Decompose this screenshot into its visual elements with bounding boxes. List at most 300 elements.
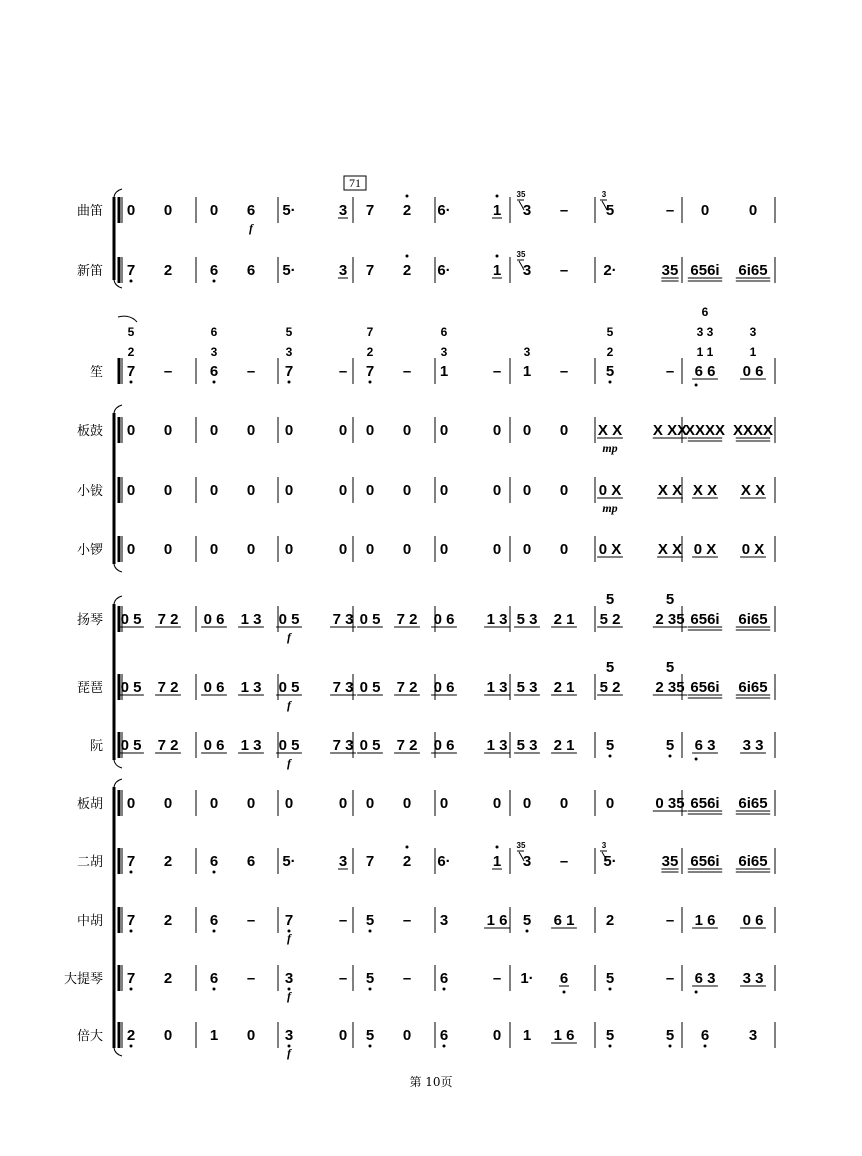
note: 3 [284, 970, 294, 987]
bracket-hook-top [114, 596, 122, 604]
note: – [402, 912, 412, 929]
note: 7 2 [396, 737, 418, 754]
note: 0 [163, 541, 173, 558]
octave-down-dot [695, 758, 698, 761]
octave-down-dot [369, 1045, 372, 1048]
instrument-label: 板鼓 [76, 424, 103, 439]
bracket-hook-bottom [114, 760, 122, 768]
octave-down-dot [130, 280, 133, 283]
staff-row [77, 790, 775, 816]
note: 5 [605, 1027, 615, 1044]
bracket-hook-bottom [114, 1048, 122, 1056]
note: 0 [246, 1027, 256, 1044]
note: 0 [163, 422, 173, 439]
note: – [559, 262, 569, 279]
instrument-label: 板胡 [76, 797, 103, 812]
octave-down-dot [443, 988, 446, 991]
note: 0 [605, 795, 615, 812]
instrument-label: 扬琴 [76, 613, 103, 628]
octave-down-dot [609, 988, 612, 991]
note: 2 1 [553, 737, 575, 754]
instrument-label: 新笛 [76, 264, 103, 279]
octave-down-dot [130, 930, 133, 933]
note: 0 [284, 541, 294, 558]
note: 0 5 [120, 611, 142, 628]
note: X X [657, 482, 683, 499]
grace-notes: 3 [601, 841, 607, 850]
note: – [665, 912, 675, 929]
note: 0 [439, 482, 449, 499]
staff-row [90, 732, 775, 770]
note: 5 [665, 1027, 675, 1044]
note: 2 [402, 853, 412, 870]
note: 0 [163, 795, 173, 812]
note: 0 [492, 482, 502, 499]
grace-notes: 35 [516, 190, 526, 199]
note: X X [657, 541, 683, 558]
chord-note: 1 [749, 345, 757, 359]
chord-note: 5 [665, 659, 675, 676]
note: 5 [665, 737, 675, 754]
note: 6· [437, 853, 451, 870]
dynamic-mark: f [287, 1046, 291, 1060]
note: 0 [246, 422, 256, 439]
note: 6i65 [738, 262, 768, 279]
dynamic-mark: mp [602, 501, 618, 515]
note: 0 [559, 541, 569, 558]
note: 0 6 [433, 679, 455, 696]
octave-down-dot [369, 381, 372, 384]
octave-down-dot [213, 871, 216, 874]
octave-up-dot [496, 195, 499, 198]
staff-row [77, 417, 775, 455]
note: 5· [282, 202, 296, 219]
note: 3 [284, 1027, 294, 1044]
note: – [402, 970, 412, 987]
note: 1 [492, 262, 502, 279]
note: 1 6 [694, 912, 716, 929]
note: XXXX [732, 422, 774, 439]
staff-row [77, 907, 775, 945]
note: 0 5 [120, 737, 142, 754]
chord-note: 1 1 [696, 345, 714, 359]
note: 1 6 [486, 912, 508, 929]
note: 656i [690, 795, 720, 812]
note: 0 [338, 541, 348, 558]
note: 1 [522, 363, 532, 380]
note: 0 [402, 795, 412, 812]
octave-down-dot [526, 930, 529, 933]
note: 6 3 [694, 970, 716, 987]
note: 0 [163, 1027, 173, 1044]
dynamic-mark: f [287, 630, 291, 644]
note: 0 [284, 482, 294, 499]
octave-down-dot [609, 755, 612, 758]
note: 0 [492, 422, 502, 439]
note: 0 [163, 482, 173, 499]
note: – [246, 970, 256, 987]
note: 2· [603, 262, 617, 279]
note: 0 6 [433, 611, 455, 628]
octave-down-dot [213, 381, 216, 384]
note: 6i65 [738, 853, 768, 870]
note: 0 [559, 422, 569, 439]
note: 6 [209, 262, 219, 279]
note: 0 [246, 795, 256, 812]
chord-note: 5 [127, 325, 135, 339]
note: 7 3 [332, 611, 354, 628]
note: 7 [126, 363, 136, 380]
chord-note: 6 [210, 325, 218, 339]
instrument-label: 阮 [89, 739, 103, 754]
note: – [665, 202, 675, 219]
note: 0 5 [278, 679, 300, 696]
rehearsal-mark [344, 176, 366, 190]
note: 6i65 [738, 795, 768, 812]
note: 2 1 [553, 679, 575, 696]
note: 0 [492, 1027, 502, 1044]
note: 1 6 [553, 1027, 575, 1044]
note: – [402, 363, 412, 380]
dynamic-mark: f [249, 221, 253, 235]
note: 656i [690, 262, 720, 279]
chord-note: 3 [285, 345, 293, 359]
note: X X [692, 482, 718, 499]
staff-row [77, 250, 775, 283]
chord-note: 6 [440, 325, 448, 339]
note: 0 [126, 202, 136, 219]
note: 1 3 [486, 679, 508, 696]
chord-note: 3 [523, 345, 531, 359]
octave-up-dot [496, 846, 499, 849]
octave-down-dot [369, 930, 372, 933]
octave-down-dot [130, 381, 133, 384]
note: 6 3 [694, 737, 716, 754]
note: 2 [402, 262, 412, 279]
instrument-label: 琵琶 [76, 681, 103, 696]
note: 1 [439, 363, 449, 380]
note: 0 [700, 202, 710, 219]
bracket-hook-bottom [114, 564, 122, 572]
note: 7 [126, 970, 136, 987]
chord-note: 3 [210, 345, 218, 359]
note: 0 [492, 795, 502, 812]
note: 6 6 [694, 363, 716, 380]
note: – [246, 912, 256, 929]
octave-down-dot [563, 991, 566, 994]
note: 0 [748, 202, 758, 219]
note: 0 [246, 482, 256, 499]
bracket-hook-top [114, 779, 122, 787]
note: 0 [365, 482, 375, 499]
note: – [338, 912, 348, 929]
note: 0 [209, 795, 219, 812]
note: 7 [365, 262, 375, 279]
note: 656i [690, 679, 720, 696]
note: 5 [605, 363, 615, 380]
chord-note: 5 [285, 325, 293, 339]
note: 0 X [741, 541, 765, 558]
note: 1 3 [240, 737, 262, 754]
note: 0 [439, 541, 449, 558]
note: 7 [365, 202, 375, 219]
note: – [492, 363, 502, 380]
note: 2 [126, 1027, 136, 1044]
dynamic-mark: mp [602, 441, 618, 455]
note: 3 [338, 202, 348, 219]
note: 7 3 [332, 737, 354, 754]
dynamic-mark: f [287, 698, 291, 712]
note: 0 X [598, 541, 622, 558]
note: 0 [522, 422, 532, 439]
staff-row [77, 591, 775, 644]
note: 656i [690, 611, 720, 628]
note: 0 5 [278, 611, 300, 628]
note: 6 [700, 1027, 710, 1044]
octave-down-dot [130, 1045, 133, 1048]
note: 6i65 [738, 679, 768, 696]
chord-note: 3 [749, 325, 757, 339]
note: – [163, 363, 173, 380]
note: 0 [492, 541, 502, 558]
bracket-hook-top [114, 189, 122, 197]
note: 5 [605, 970, 615, 987]
octave-up-dot [406, 195, 409, 198]
note: 0 [126, 482, 136, 499]
note: 0 [209, 422, 219, 439]
note: 5 3 [516, 679, 538, 696]
note: – [492, 970, 502, 987]
note: – [246, 363, 256, 380]
octave-down-dot [704, 1045, 707, 1048]
note: 0 [126, 541, 136, 558]
note: 3 3 [742, 970, 764, 987]
note: 6 [246, 262, 256, 279]
note: 5 [605, 202, 615, 219]
note: 7 2 [396, 611, 418, 628]
note: 35 [661, 853, 679, 870]
rehearsal-mark-text: 71 [349, 176, 361, 190]
note: – [559, 363, 569, 380]
note: 3 3 [742, 737, 764, 754]
note: X X [597, 422, 623, 439]
note: 6 [246, 853, 256, 870]
note: X XX [652, 422, 688, 439]
chord-note: 5 [605, 591, 615, 608]
note: 6i65 [738, 611, 768, 628]
chord-note: 7 [366, 325, 374, 339]
note: 0 [402, 1027, 412, 1044]
grace-notes: 35 [516, 250, 526, 259]
note: 0 [338, 1027, 348, 1044]
staff-row [77, 659, 775, 712]
note: 2 [163, 853, 173, 870]
chord-note: 5 [665, 591, 675, 608]
note: 2 35 [655, 679, 685, 696]
octave-down-dot [669, 755, 672, 758]
note: 6 [439, 1027, 449, 1044]
note: 3 [338, 853, 348, 870]
note: 0 [338, 482, 348, 499]
octave-down-dot [213, 988, 216, 991]
chord-note: 2 [127, 345, 135, 359]
instrument-label: 小锣 [76, 543, 103, 558]
note: XXXX [684, 422, 726, 439]
octave-down-dot [443, 1045, 446, 1048]
octave-down-dot [130, 871, 133, 874]
note: 5· [603, 853, 617, 870]
note: 0 [126, 422, 136, 439]
note: 2 [402, 202, 412, 219]
note: 656i [690, 853, 720, 870]
note: 0 X [693, 541, 717, 558]
grace-notes: 35 [516, 841, 526, 850]
instrument-label: 大提琴 [63, 972, 103, 987]
note: 0 5 [359, 679, 381, 696]
note: 0 [163, 202, 173, 219]
instrument-label: 中胡 [76, 914, 103, 929]
note: 7 [126, 262, 136, 279]
note: 7 2 [157, 679, 179, 696]
note: 5 [365, 912, 375, 929]
dynamic-mark: f [287, 931, 291, 945]
note: 0 [209, 202, 219, 219]
note: 0 5 [120, 679, 142, 696]
note: 5 [605, 737, 615, 754]
note: 5 2 [599, 611, 621, 628]
note: 0 6 [203, 737, 225, 754]
note: 5 [522, 912, 532, 929]
note: 1 3 [240, 679, 262, 696]
note: 7 2 [157, 737, 179, 754]
note: 2 35 [655, 611, 685, 628]
staff-row [77, 536, 775, 562]
instrument-label: 二胡 [76, 855, 103, 870]
note: 6· [437, 262, 451, 279]
staff-row [90, 305, 775, 387]
note: 0 6 [203, 679, 225, 696]
note: 0 [522, 482, 532, 499]
octave-up-dot [496, 255, 499, 258]
staff-row [77, 1022, 775, 1060]
note: 1 3 [240, 611, 262, 628]
chord-note: 3 [440, 345, 448, 359]
octave-up-dot [406, 255, 409, 258]
note: 0 [439, 422, 449, 439]
page-number: 第 10页 [409, 1075, 453, 1089]
note: 0 [402, 482, 412, 499]
note: 0 [338, 795, 348, 812]
note: 0 [246, 541, 256, 558]
octave-down-dot [369, 988, 372, 991]
note: 3 [522, 853, 532, 870]
note: 1 [492, 202, 502, 219]
note: 0 5 [359, 611, 381, 628]
note: 2 1 [553, 611, 575, 628]
chord-note: 3 3 [696, 325, 714, 339]
note: 1 [522, 1027, 532, 1044]
dynamic-mark: f [287, 989, 291, 1003]
note: 3 [522, 202, 532, 219]
note: 3 [338, 262, 348, 279]
note: 1 3 [486, 737, 508, 754]
note: 7 3 [332, 679, 354, 696]
note: 0 [559, 482, 569, 499]
note: 1 3 [486, 611, 508, 628]
note: 6 [209, 970, 219, 987]
instrument-label: 笙 [89, 365, 103, 380]
note: 0 [284, 422, 294, 439]
dynamic-mark: f [287, 756, 291, 770]
note: 7 [365, 363, 375, 380]
instrument-label: 倍大 [76, 1029, 103, 1044]
note: 0 [284, 795, 294, 812]
note: 1· [520, 970, 534, 987]
chord-note: 5 [606, 325, 614, 339]
octave-down-dot [609, 381, 612, 384]
note: X X [740, 482, 766, 499]
note: 0 6 [203, 611, 225, 628]
note: 7 [126, 853, 136, 870]
note: – [559, 853, 569, 870]
octave-down-dot [288, 381, 291, 384]
note: 0 X [598, 482, 622, 499]
note: 2 [163, 970, 173, 987]
note: 7 [284, 363, 294, 380]
instrument-label: 曲笛 [76, 204, 103, 219]
brace-sheng [118, 316, 137, 322]
octave-down-dot [609, 1045, 612, 1048]
note: 0 [559, 795, 569, 812]
instrument-label: 小钹 [76, 484, 103, 499]
note: 0 6 [433, 737, 455, 754]
note: 6 [209, 853, 219, 870]
note: 7 [126, 912, 136, 929]
octave-down-dot [669, 1045, 672, 1048]
note: 0 6 [742, 912, 764, 929]
note: 0 [365, 795, 375, 812]
staves [64, 190, 775, 1060]
octave-up-dot [406, 846, 409, 849]
note: – [559, 202, 569, 219]
chord-note: 2 [366, 345, 374, 359]
note: 5 3 [516, 737, 538, 754]
note: 6 [559, 970, 569, 987]
note: 0 [402, 541, 412, 558]
staff-row [77, 190, 775, 235]
note: 2 [605, 912, 615, 929]
note: 5· [282, 853, 296, 870]
note: – [338, 970, 348, 987]
octave-down-dot [213, 930, 216, 933]
chord-note: 2 [606, 345, 614, 359]
note: 5 [365, 970, 375, 987]
note: 35 [661, 262, 679, 279]
note: 0 [126, 795, 136, 812]
note: 0 [365, 541, 375, 558]
note: 0 5 [278, 737, 300, 754]
note: 6 [209, 363, 219, 380]
note: 6 [439, 970, 449, 987]
note: 6 [246, 202, 256, 219]
note: 7 2 [396, 679, 418, 696]
note: 7 2 [157, 611, 179, 628]
note: 0 [522, 541, 532, 558]
note: 7 [284, 912, 294, 929]
note: 2 [163, 262, 173, 279]
note: 5 2 [599, 679, 621, 696]
note: – [338, 363, 348, 380]
